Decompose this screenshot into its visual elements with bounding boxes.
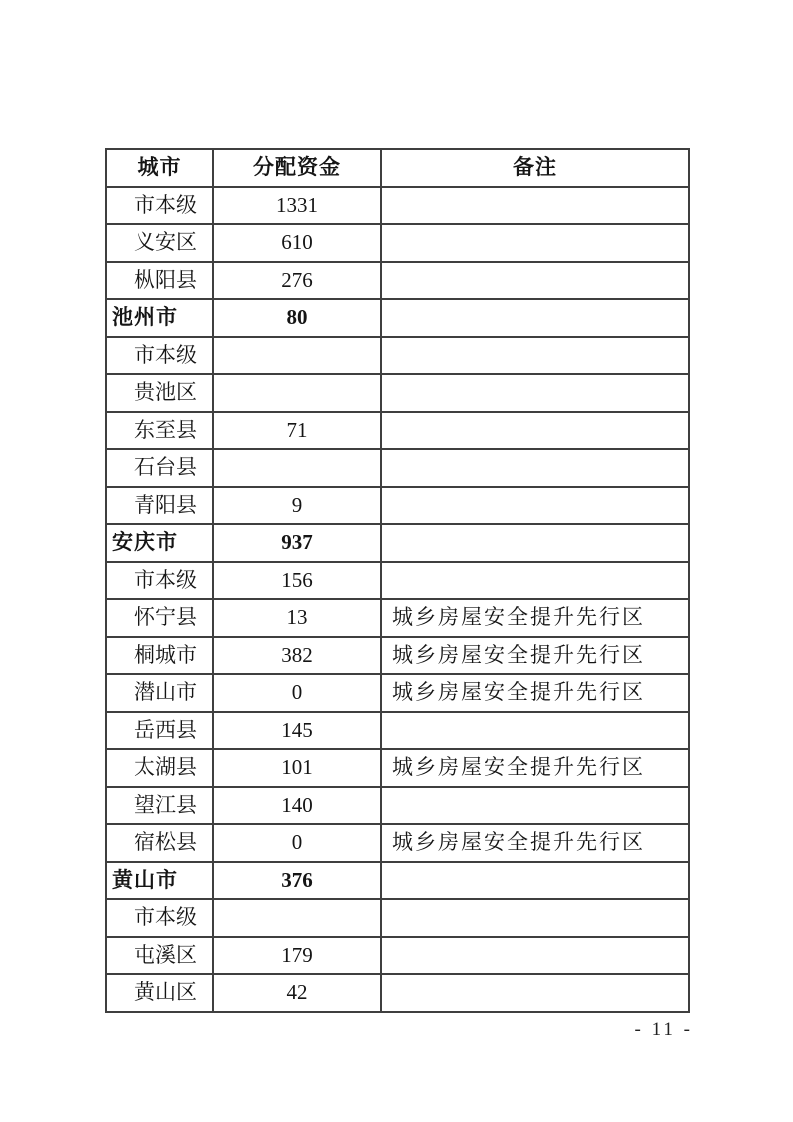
page-number: - 11 - — [634, 1019, 693, 1040]
city-cell: 潜山市 — [106, 674, 213, 712]
city-cell: 市本级 — [106, 562, 213, 600]
city-cell: 太湖县 — [106, 749, 213, 787]
city-cell: 义安区 — [106, 224, 213, 262]
table-row — [106, 787, 689, 825]
table-row — [106, 412, 689, 450]
amount-cell: 179 — [213, 937, 381, 975]
city-cell: 市本级 — [106, 337, 213, 375]
city-cell: 宿松县 — [106, 824, 213, 862]
table-row — [106, 749, 689, 787]
note-cell — [381, 224, 689, 262]
table-row — [106, 487, 689, 525]
amount-cell: 610 — [213, 224, 381, 262]
amount-cell: 0 — [213, 674, 381, 712]
note-cell: 城乡房屋安全提升先行区 — [381, 749, 689, 787]
note-cell: 城乡房屋安全提升先行区 — [381, 637, 689, 675]
amount-cell: 13 — [213, 599, 381, 637]
table-row — [106, 637, 689, 675]
note-cell — [381, 562, 689, 600]
city-cell: 安庆市 — [106, 524, 213, 562]
city-cell: 黄山区 — [106, 974, 213, 1012]
col-header-amount: 分配资金 — [213, 149, 381, 187]
city-cell: 贵池区 — [106, 374, 213, 412]
table-row — [106, 224, 689, 262]
amount-cell: 156 — [213, 562, 381, 600]
table-row — [106, 824, 689, 862]
amount-cell: 276 — [213, 262, 381, 300]
city-cell: 市本级 — [106, 187, 213, 225]
amount-cell: 1331 — [213, 187, 381, 225]
note-cell — [381, 299, 689, 337]
city-cell: 石台县 — [106, 449, 213, 487]
amount-cell: 145 — [213, 712, 381, 750]
amount-cell — [213, 337, 381, 375]
amount-cell — [213, 374, 381, 412]
city-cell: 枞阳县 — [106, 262, 213, 300]
note-cell — [381, 899, 689, 937]
note-cell: 城乡房屋安全提升先行区 — [381, 599, 689, 637]
note-cell — [381, 487, 689, 525]
table-row — [106, 262, 689, 300]
allocation-table — [105, 148, 690, 1013]
table-row — [106, 337, 689, 375]
note-cell — [381, 337, 689, 375]
note-cell — [381, 712, 689, 750]
table-row — [106, 449, 689, 487]
city-cell: 黄山市 — [106, 862, 213, 900]
table-row — [106, 674, 689, 712]
table-row — [106, 599, 689, 637]
note-cell — [381, 187, 689, 225]
city-cell: 青阳县 — [106, 487, 213, 525]
note-cell — [381, 449, 689, 487]
note-cell — [381, 374, 689, 412]
note-cell — [381, 412, 689, 450]
table-header-row — [106, 149, 689, 187]
table-row — [106, 937, 689, 975]
city-cell: 屯溪区 — [106, 937, 213, 975]
table-row — [106, 899, 689, 937]
note-cell: 城乡房屋安全提升先行区 — [381, 824, 689, 862]
table-row-city-group — [106, 862, 689, 900]
city-cell: 东至县 — [106, 412, 213, 450]
city-cell: 桐城市 — [106, 637, 213, 675]
amount-cell: 9 — [213, 487, 381, 525]
amount-cell: 101 — [213, 749, 381, 787]
amount-cell — [213, 449, 381, 487]
amount-cell: 376 — [213, 862, 381, 900]
city-cell: 望江县 — [106, 787, 213, 825]
note-cell: 城乡房屋安全提升先行区 — [381, 674, 689, 712]
note-cell — [381, 262, 689, 300]
amount-cell: 80 — [213, 299, 381, 337]
city-cell: 岳西县 — [106, 712, 213, 750]
city-cell: 池州市 — [106, 299, 213, 337]
note-cell — [381, 937, 689, 975]
amount-cell: 71 — [213, 412, 381, 450]
note-cell — [381, 524, 689, 562]
city-cell: 怀宁县 — [106, 599, 213, 637]
note-cell — [381, 974, 689, 1012]
amount-cell — [213, 899, 381, 937]
city-cell: 市本级 — [106, 899, 213, 937]
col-header-note: 备注 — [381, 149, 689, 187]
table-row — [106, 712, 689, 750]
note-cell — [381, 787, 689, 825]
table-row — [106, 974, 689, 1012]
table-row-city-group — [106, 524, 689, 562]
col-header-city: 城市 — [106, 149, 213, 187]
note-cell — [381, 862, 689, 900]
table-row — [106, 374, 689, 412]
amount-cell: 382 — [213, 637, 381, 675]
table-row-city-group — [106, 299, 689, 337]
amount-cell: 42 — [213, 974, 381, 1012]
amount-cell: 140 — [213, 787, 381, 825]
amount-cell: 0 — [213, 824, 381, 862]
amount-cell: 937 — [213, 524, 381, 562]
table-row — [106, 562, 689, 600]
table-row — [106, 187, 689, 225]
